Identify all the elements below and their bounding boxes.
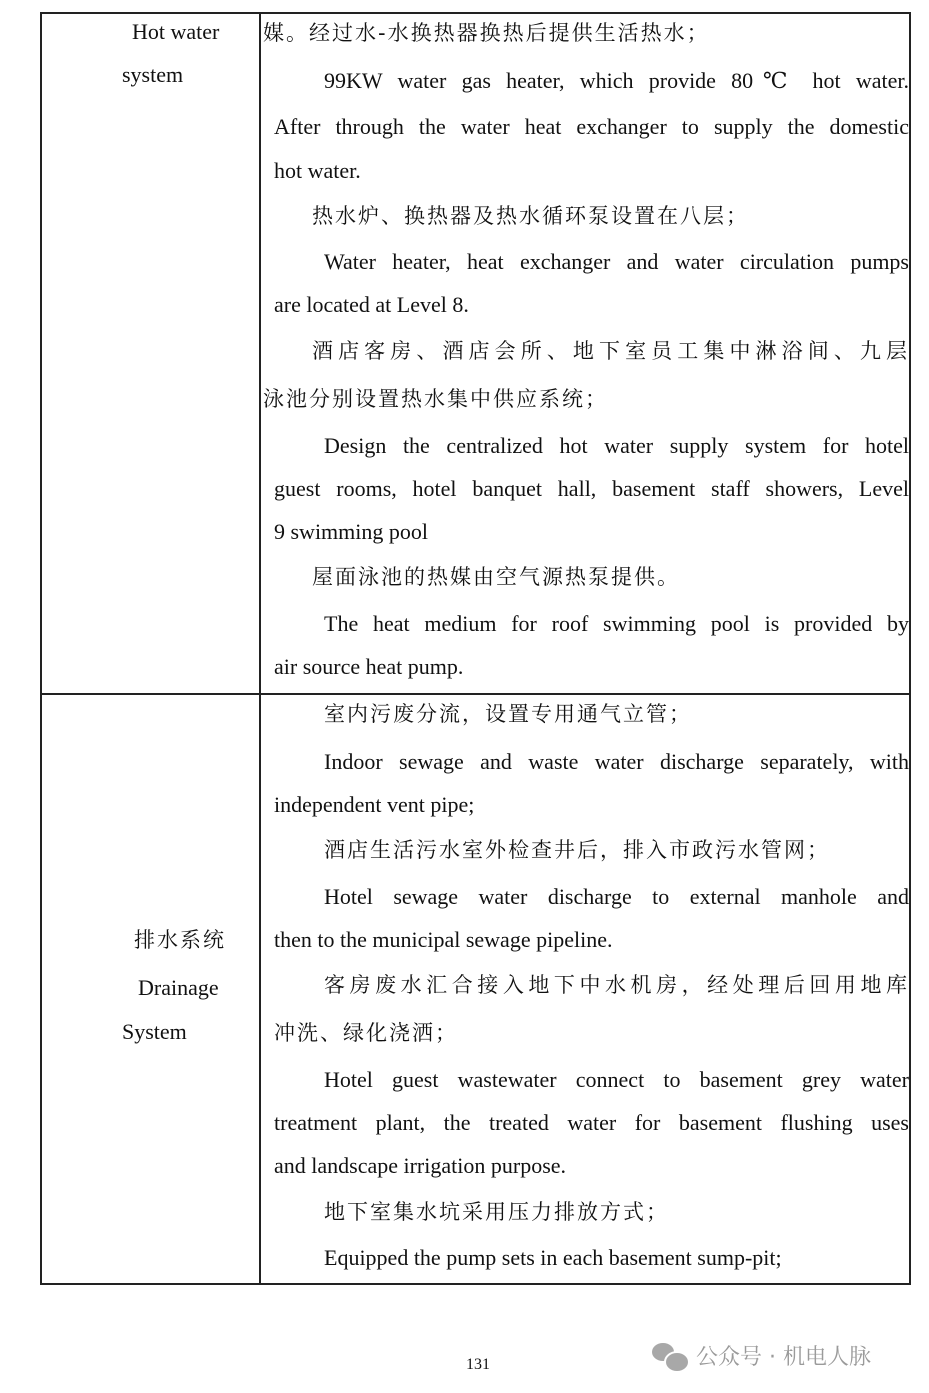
content-line: and landscape irrigation purpose. [274, 1153, 567, 1178]
row-content-hot-water [261, 14, 909, 693]
content-line: 地下室集水坑采用压力排放方式； [324, 1200, 669, 1224]
row-label-drainage [42, 695, 261, 1283]
label-line: Hot water [132, 19, 220, 44]
content-line: 9 swimming pool [274, 519, 429, 544]
content-line: 酒店客房、酒店会所、地下室员工集中淋浴间、九层 [312, 339, 909, 363]
content-line: 屋面泳池的热媒由空气源热泵提供。 [312, 565, 680, 589]
content-line: 泳池分别设置热水集中供应系统； [263, 387, 608, 411]
content-line: Equipped the pump sets in each basement sump-pit; [324, 1245, 782, 1270]
table-row-hot-water [42, 14, 909, 695]
content-line: treatment plant, the treated water for basement flushing uses [274, 1110, 909, 1135]
watermark [652, 1340, 871, 1371]
content-line: 99KW water gas heater, which provide 80℃ hot water. [324, 68, 909, 93]
spec-table [40, 12, 911, 1285]
content-line: Indoor sewage and waste water discharge separately, with [324, 749, 909, 774]
content-line: are located at Level 8. [274, 292, 469, 317]
content-line: air source heat pump. [274, 654, 464, 679]
content-line: 室内污废分流，设置专用通气立管； [324, 702, 692, 726]
content-line: The heat medium for roof swimming pool is provided by [324, 611, 909, 636]
label-line: system [122, 62, 184, 87]
label-line: Drainage [138, 975, 219, 1000]
content-line: hot water. [274, 158, 361, 183]
content-line: 冲洗、绿化浇洒； [274, 1021, 458, 1045]
content-line: After through the water heat exchanger to supply the domestic [274, 114, 909, 139]
row-content-drainage [261, 695, 909, 1283]
content-line: Hotel sewage water discharge to external manhole and [324, 884, 909, 909]
content-line: 热水炉、换热器及热水循环泵设置在八层； [312, 204, 749, 228]
wechat-icon [652, 1341, 688, 1371]
content-line: independent vent pipe; [274, 792, 475, 817]
content-line: guest rooms, hotel banquet hall, basement staff showers, Level [274, 476, 909, 501]
content-line: Hotel guest wastewater connect to basement grey water [324, 1067, 909, 1092]
content-line: 酒店生活污水室外检查井后，排入市政污水管网； [324, 838, 830, 862]
page-number: 131 [466, 1356, 490, 1373]
content-line: 媒。经过水-水换热器换热后提供生活热水； [263, 21, 710, 45]
content-line: 客房废水汇合接入地下中水机房，经处理后回用地库 [324, 973, 909, 997]
content-line: Water heater, heat exchanger and water circulation pumps [324, 249, 909, 274]
label-line: System [122, 1019, 187, 1044]
label-line: 排水系统 [134, 928, 226, 952]
row-label-hot-water [42, 14, 261, 693]
table-row-drainage [42, 695, 909, 1283]
content-line: then to the municipal sewage pipeline. [274, 927, 613, 952]
watermark-text: 公众号 · 机电人脉 [696, 1345, 871, 1370]
content-line: Design the centralized hot water supply system for hotel [324, 433, 909, 458]
